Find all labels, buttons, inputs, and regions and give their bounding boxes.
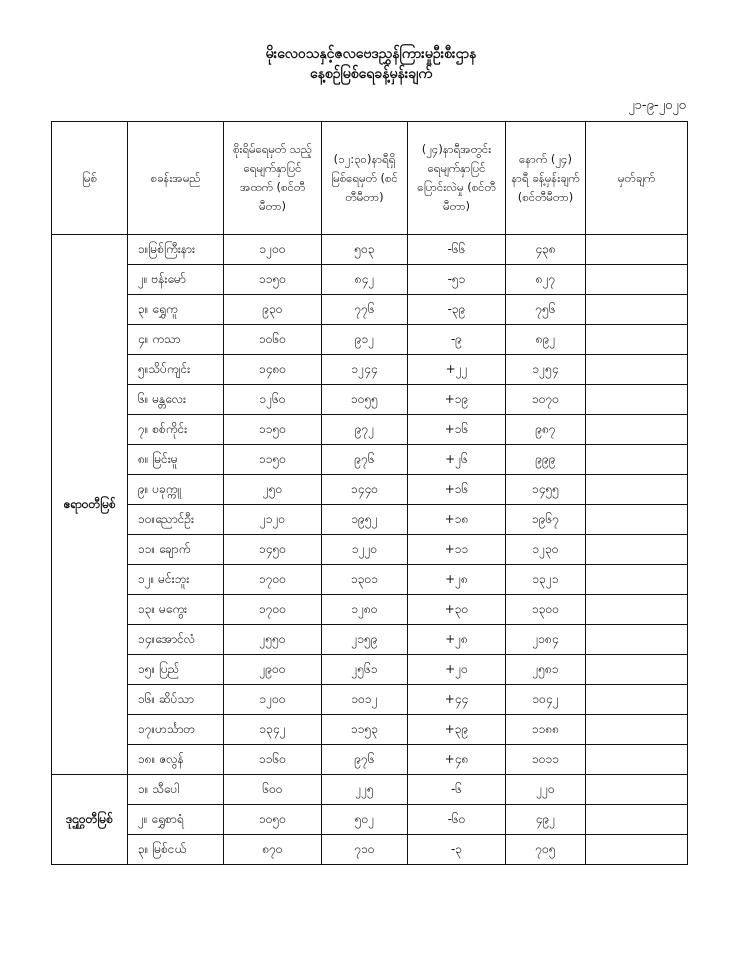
station-cell: ၁၁။ ချောက် [128,535,224,565]
current-level-cell: ၁၁၅၃ [322,715,408,745]
forecast-cell: ၂၂၀ [506,775,586,805]
change-cell: -၅၁ [408,265,506,295]
danger-level-cell: ၂၁၂၀ [224,505,322,535]
current-level-cell: ၁၀၁၂ [322,685,408,715]
remark-cell [586,685,688,715]
table-row [52,475,688,505]
station-cell: ၃။ မြစ်ငယ် [128,835,224,865]
table-row [52,565,688,595]
table-row [52,595,688,625]
remark-cell [586,835,688,865]
danger-level-cell: ၁၂၀၀ [224,685,322,715]
remark-cell [586,805,688,835]
remark-cell [586,235,688,265]
remark-cell [586,385,688,415]
change-cell: +၂၈ [408,565,506,595]
current-level-cell: ၁၀၅၅ [322,385,408,415]
remark-cell [586,745,688,775]
table-row [52,535,688,565]
danger-level-cell: ၁၁၅၀ [224,415,322,445]
current-level-cell: ၈၄၂ [322,265,408,295]
change-cell: +၃၀ [408,595,506,625]
current-level-cell: ၁၂၄၄ [322,355,408,385]
forecast-cell: ၈၂၇ [506,265,586,295]
current-level-cell: ၁၂၈၀ [322,595,408,625]
change-cell: +၂၆ [408,445,506,475]
danger-level-cell: ၁၄၈၀ [224,355,322,385]
document-subtitle: နေ့စဉ်မြစ်ရေခန့်မှန်းချက် [309,66,433,82]
change-cell: -၉ [408,325,506,355]
danger-level-cell: ၁၁၅၀ [224,445,322,475]
current-level-cell: ၂၁၅၉ [322,625,408,655]
forecast-cell: ၇၅၆ [506,295,586,325]
danger-level-cell: ၁၀၅၀ [224,805,322,835]
remark-cell [586,265,688,295]
forecast-cell: ၁၀၇၀ [506,385,586,415]
remark-cell [586,775,688,805]
current-level-cell: ၉၇၆ [322,745,408,775]
header-remark: မှတ်ချက် [586,122,688,235]
forecast-cell: ၄၃၈ [506,235,586,265]
river-forecast-table [51,121,688,865]
table-row [52,265,688,295]
danger-level-cell: ၁၁၅၀ [224,265,322,295]
header-danger-level: စိုးရိမ်ရေမှတ် သည့်ရေမျက်နှာပြင် အထက် (စင်တီမီတာ) [224,122,322,235]
current-level-cell: ၂၂၅ [322,775,408,805]
station-cell: ၁။မြစ်ကြီးနား [128,235,224,265]
danger-level-cell: ၈၇၀ [224,835,322,865]
remark-cell [586,325,688,355]
current-level-cell: ၁၂၂၀ [322,535,408,565]
station-cell: ၁၅။ ပြည် [128,655,224,685]
remark-cell [586,655,688,685]
change-cell: +၁၆ [408,415,506,445]
table-row [52,625,688,655]
remark-cell [586,715,688,745]
danger-level-cell: ၆၀၀ [224,775,322,805]
change-cell: +၂၀ [408,655,506,685]
current-level-cell: ၉၇၆ [322,445,408,475]
current-level-cell: ၉၇၂ [322,415,408,445]
danger-level-cell: ၁၇၀၀ [224,565,322,595]
danger-level-cell: ၁၀၆၀ [224,325,322,355]
document-title: မိုးလေဝသနှင့်ဇလဗေဒညွှန်ကြားမှုဦးစီးဌာန [265,46,477,62]
current-level-cell: ၅၀၃ [322,235,408,265]
forecast-cell: ၁၀၁၁ [506,745,586,775]
table-row [52,835,688,865]
station-cell: ၁၃။ မကွေး [128,595,224,625]
current-level-cell: ၉၁၂ [322,325,408,355]
change-cell: -၆ [408,775,506,805]
table-row [52,715,688,745]
forecast-cell: ၇၀၅ [506,835,586,865]
current-level-cell: ၁၉၅၂ [322,505,408,535]
current-level-cell: ၁၃၀၁ [322,565,408,595]
change-cell: -၆၆ [408,235,506,265]
forecast-cell: ၁၉၆၇ [506,505,586,535]
forecast-cell: ၁၂၃၀ [506,535,586,565]
table-row [52,415,688,445]
change-cell: +၄၄ [408,685,506,715]
forecast-cell: ၁၄၅၅ [506,475,586,505]
current-level-cell: ၅၀၂ [322,805,408,835]
header-forecast-24h: နောက် (၂၄) နာရီ ခန့်မှန်းချက် (စင်တီမီတာ) [506,122,586,235]
remark-cell [586,415,688,445]
change-cell: -၃၉ [408,295,506,325]
forecast-cell: ၈၉၂ [506,325,586,355]
remark-cell [586,625,688,655]
change-cell: +၂၂ [408,355,506,385]
station-cell: ၆။ မန္တလေး [128,385,224,415]
danger-level-cell: ၁၄၅၀ [224,535,322,565]
table-header-row [52,122,688,235]
table-row [52,655,688,685]
station-cell: ၂။ ဗန်းမော် [128,265,224,295]
table-row [52,775,688,805]
table-row [52,805,688,835]
station-cell: ၄။ ကသာ [128,325,224,355]
table-row [52,505,688,535]
remark-cell [586,505,688,535]
change-cell: -၆၀ [408,805,506,835]
current-level-cell: ၇၇၆ [322,295,408,325]
remark-cell [586,595,688,625]
forecast-cell: ၁၀၄၂ [506,685,586,715]
forecast-cell: ၉၉၉ [506,445,586,475]
forecast-cell: ၉၈၇ [506,415,586,445]
remark-cell [586,445,688,475]
station-cell: ၁၇။ဟင်္သာတ [128,715,224,745]
table-row [52,745,688,775]
station-cell: ၁၄။အောင်လံ [128,625,224,655]
remark-cell [586,475,688,505]
danger-level-cell: ၁၁၆၀ [224,745,322,775]
station-cell: ၂။ ရွှေစာရံ [128,805,224,835]
change-cell: +၁၈ [408,505,506,535]
danger-level-cell: ၁၃၄၂ [224,715,322,745]
remark-cell [586,535,688,565]
remark-cell [586,295,688,325]
forecast-cell: ၁၃၂၁ [506,565,586,595]
station-cell: ၇။ စစ်ကိုင်း [128,415,224,445]
station-cell: ၉။ ပခုက္ကူ [128,475,224,505]
forecast-cell: ၁၁၈၈ [506,715,586,745]
danger-level-cell: ၂၅၀ [224,475,322,505]
change-cell: +၂၈ [408,625,506,655]
change-cell: +၃၉ [408,715,506,745]
station-cell: ၈။ မြင်းမူ [128,445,224,475]
river-name-cell: ဒုဌ္ဌဝတီမြစ် [52,775,128,865]
header-change-24h: (၂၄)နာရီအတွင်း ရေမျက်နှာပြင် ပြောင်းလဲမှု (စင်တီမီတာ) [408,122,506,235]
header-station: စခန်းအမည် [128,122,224,235]
danger-level-cell: ၉၃၀ [224,295,322,325]
forecast-cell: ၁၂၅၄ [506,355,586,385]
station-cell: ၅။သိပ်ကျင်း [128,355,224,385]
station-cell: ၁၈။ ဇလွန် [128,745,224,775]
danger-level-cell: ၁၇၀၀ [224,595,322,625]
header-current-level: (၁၂:၃၀)နာရီရှိ မြစ်ရေမှတ် (စင်တီမီတာ) [322,122,408,235]
current-level-cell: ၁၄၄၀ [322,475,408,505]
danger-level-cell: ၂၉၀၀ [224,655,322,685]
change-cell: +၄၈ [408,745,506,775]
station-cell: ၁၆။ ဆိပ်သာ [128,685,224,715]
table-row [52,235,688,265]
change-cell: +၁၁ [408,535,506,565]
table-row [52,685,688,715]
forecast-cell: ၂၁၈၄ [506,625,586,655]
table-row [52,295,688,325]
station-cell: ၃။ ရွှေကူ [128,295,224,325]
river-name-cell: ဧရာဝတီမြစ် [52,235,128,775]
forecast-cell: ၄၉၂ [506,805,586,835]
danger-level-cell: ၂၅၅၀ [224,625,322,655]
forecast-cell: ၁၃၀၀ [506,595,586,625]
danger-level-cell: ၁၂၀၀ [224,235,322,265]
station-cell: ၁၀။ညောင်ဦး [128,505,224,535]
change-cell: -၃ [408,835,506,865]
table-row [52,325,688,355]
table-row [52,355,688,385]
danger-level-cell: ၁၂၆၀ [224,385,322,415]
table-body [52,235,688,865]
current-level-cell: ၂၅၆၁ [322,655,408,685]
remark-cell [586,355,688,385]
table-row [52,445,688,475]
station-cell: ၁၂။ မင်းဘူး [128,565,224,595]
document-date: ၂၁-၉-၂၀၂၀ [628,98,686,113]
remark-cell [586,565,688,595]
forecast-cell: ၂၅၈၁ [506,655,586,685]
header-river: မြစ် [52,122,128,235]
station-cell: ၁။ သီပေါ [128,775,224,805]
change-cell: +၁၆ [408,475,506,505]
table-row [52,385,688,415]
current-level-cell: ၇၁၀ [322,835,408,865]
change-cell: +၁၉ [408,385,506,415]
